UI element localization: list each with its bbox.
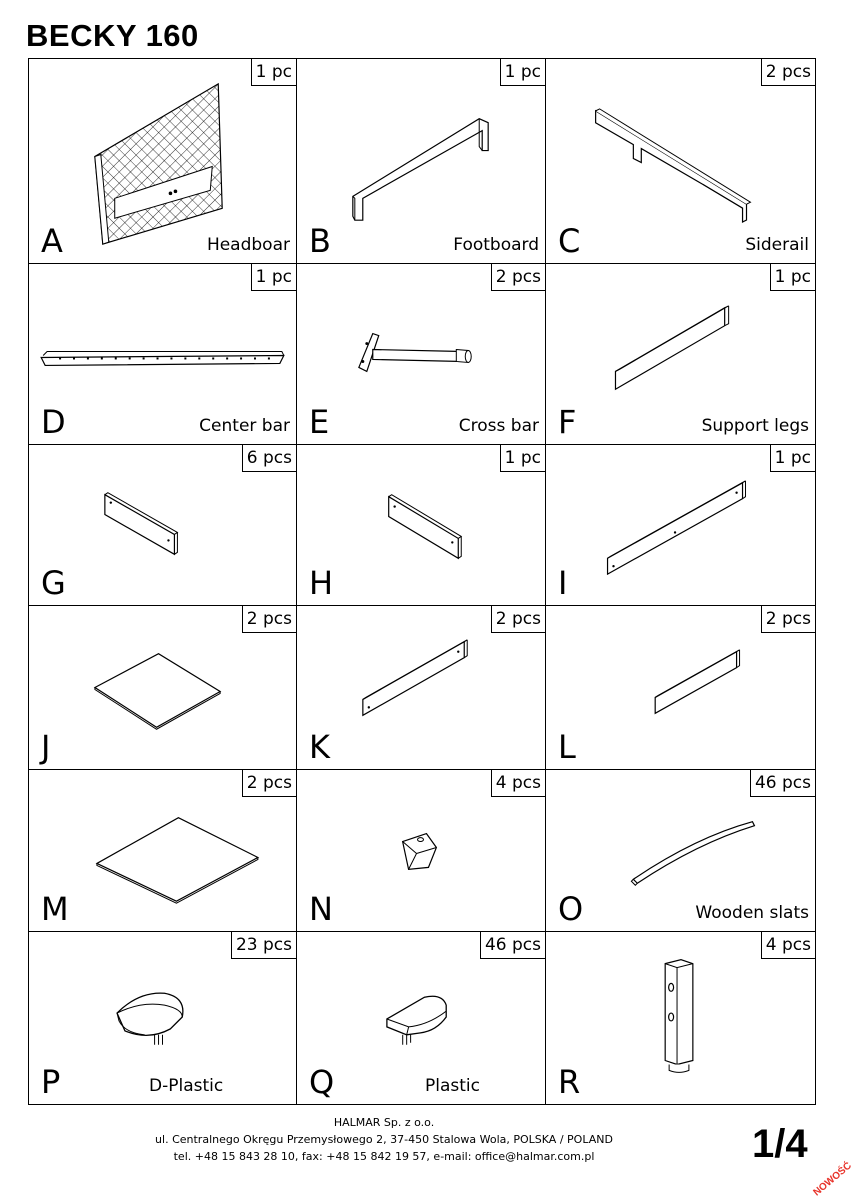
- part-cell-l: [546, 606, 815, 770]
- part-cell-d: [29, 264, 297, 445]
- quantity-label: 1 pc: [770, 445, 815, 472]
- quantity-label: 1 pc: [251, 264, 296, 291]
- part-name: Headboar: [206, 235, 290, 255]
- part-letter: Q: [309, 1063, 335, 1101]
- part-letter: R: [558, 1063, 581, 1101]
- company-name: HALMAR Sp. z o.o.: [333, 1116, 435, 1129]
- quantity-label: 2 pcs: [242, 770, 296, 797]
- svg-text:NOWOŚĆ: NOWOŚĆ: [811, 1160, 854, 1199]
- part-cell-g: [29, 445, 297, 606]
- headboard-drawing: [29, 59, 296, 263]
- part-cell-o: [546, 770, 815, 932]
- part-cell-f: [546, 264, 815, 445]
- part-cell-b: [297, 59, 546, 264]
- quantity-label: 46 pcs: [750, 770, 815, 797]
- part-letter: H: [309, 564, 334, 602]
- part-letter: B: [309, 222, 331, 260]
- part-cell-m: [29, 770, 297, 932]
- part-name: Support legs: [701, 416, 809, 436]
- part-letter: I: [558, 564, 568, 602]
- part-cell-q: [297, 932, 546, 1104]
- part-name: Footboard: [453, 235, 539, 255]
- part-cell-r: [546, 932, 815, 1104]
- quantity-label: 23 pcs: [231, 932, 296, 959]
- part-name: Center bar: [199, 416, 290, 436]
- quantity-label: 2 pcs: [491, 264, 545, 291]
- quantity-label: 1 pc: [500, 59, 545, 86]
- quantity-label: 1 pc: [770, 264, 815, 291]
- part-name: Wooden slats: [695, 903, 809, 923]
- part-letter: M: [41, 890, 69, 928]
- company-address: ul. Centralnego Okręgu Przemysłowego 2, 37-450 Stalowa Wola, POLSKA / POLAND: [155, 1133, 613, 1146]
- quantity-label: 1 pc: [251, 59, 296, 86]
- page-number: 1/4: [752, 1122, 808, 1166]
- part-name: Plastic: [425, 1076, 480, 1096]
- quantity-label: 6 pcs: [242, 445, 296, 472]
- quantity-label: 2 pcs: [761, 606, 815, 633]
- part-cell-c: [546, 59, 815, 264]
- part-letter: O: [558, 890, 584, 928]
- part-letter: J: [41, 728, 51, 766]
- quantity-label: 2 pcs: [761, 59, 815, 86]
- quantity-label: 4 pcs: [761, 932, 815, 959]
- quantity-label: 4 pcs: [491, 770, 545, 797]
- part-letter: C: [558, 222, 581, 260]
- quantity-label: 2 pcs: [242, 606, 296, 633]
- parts-grid: [28, 58, 816, 1105]
- part-letter: A: [41, 222, 63, 260]
- document-title: BECKY 160: [26, 18, 199, 53]
- siderail-drawing: [546, 59, 815, 263]
- part-cell-e: [297, 264, 546, 445]
- part-letter: G: [41, 564, 66, 602]
- part-cell-i: [546, 445, 815, 606]
- part-name: Cross bar: [458, 416, 539, 436]
- part-letter: D: [41, 403, 66, 441]
- part-cell-a: [29, 59, 297, 264]
- part-cell-p: [29, 932, 297, 1104]
- part-cell-h: [297, 445, 546, 606]
- part-letter: E: [309, 403, 330, 441]
- footboard-drawing: [297, 59, 545, 263]
- part-cell-n: [297, 770, 546, 932]
- company-contact: tel. +48 15 843 28 10, fax: +48 15 842 19 57, e-mail: office@halmar.com.pl: [173, 1150, 595, 1163]
- part-letter: K: [309, 728, 330, 766]
- part-name: Siderail: [745, 235, 809, 255]
- part-cell-k: [297, 606, 546, 770]
- quantity-label: 46 pcs: [480, 932, 545, 959]
- new-stamp-icon: [796, 1150, 856, 1199]
- part-letter: L: [558, 728, 576, 766]
- footer: [0, 1114, 848, 1165]
- part-name: D-Plastic: [149, 1076, 224, 1096]
- part-cell-j: [29, 606, 297, 770]
- quantity-label: 2 pcs: [491, 606, 545, 633]
- quantity-label: 1 pc: [500, 445, 545, 472]
- part-letter: P: [41, 1063, 61, 1101]
- part-letter: F: [558, 403, 577, 441]
- part-letter: N: [309, 890, 333, 928]
